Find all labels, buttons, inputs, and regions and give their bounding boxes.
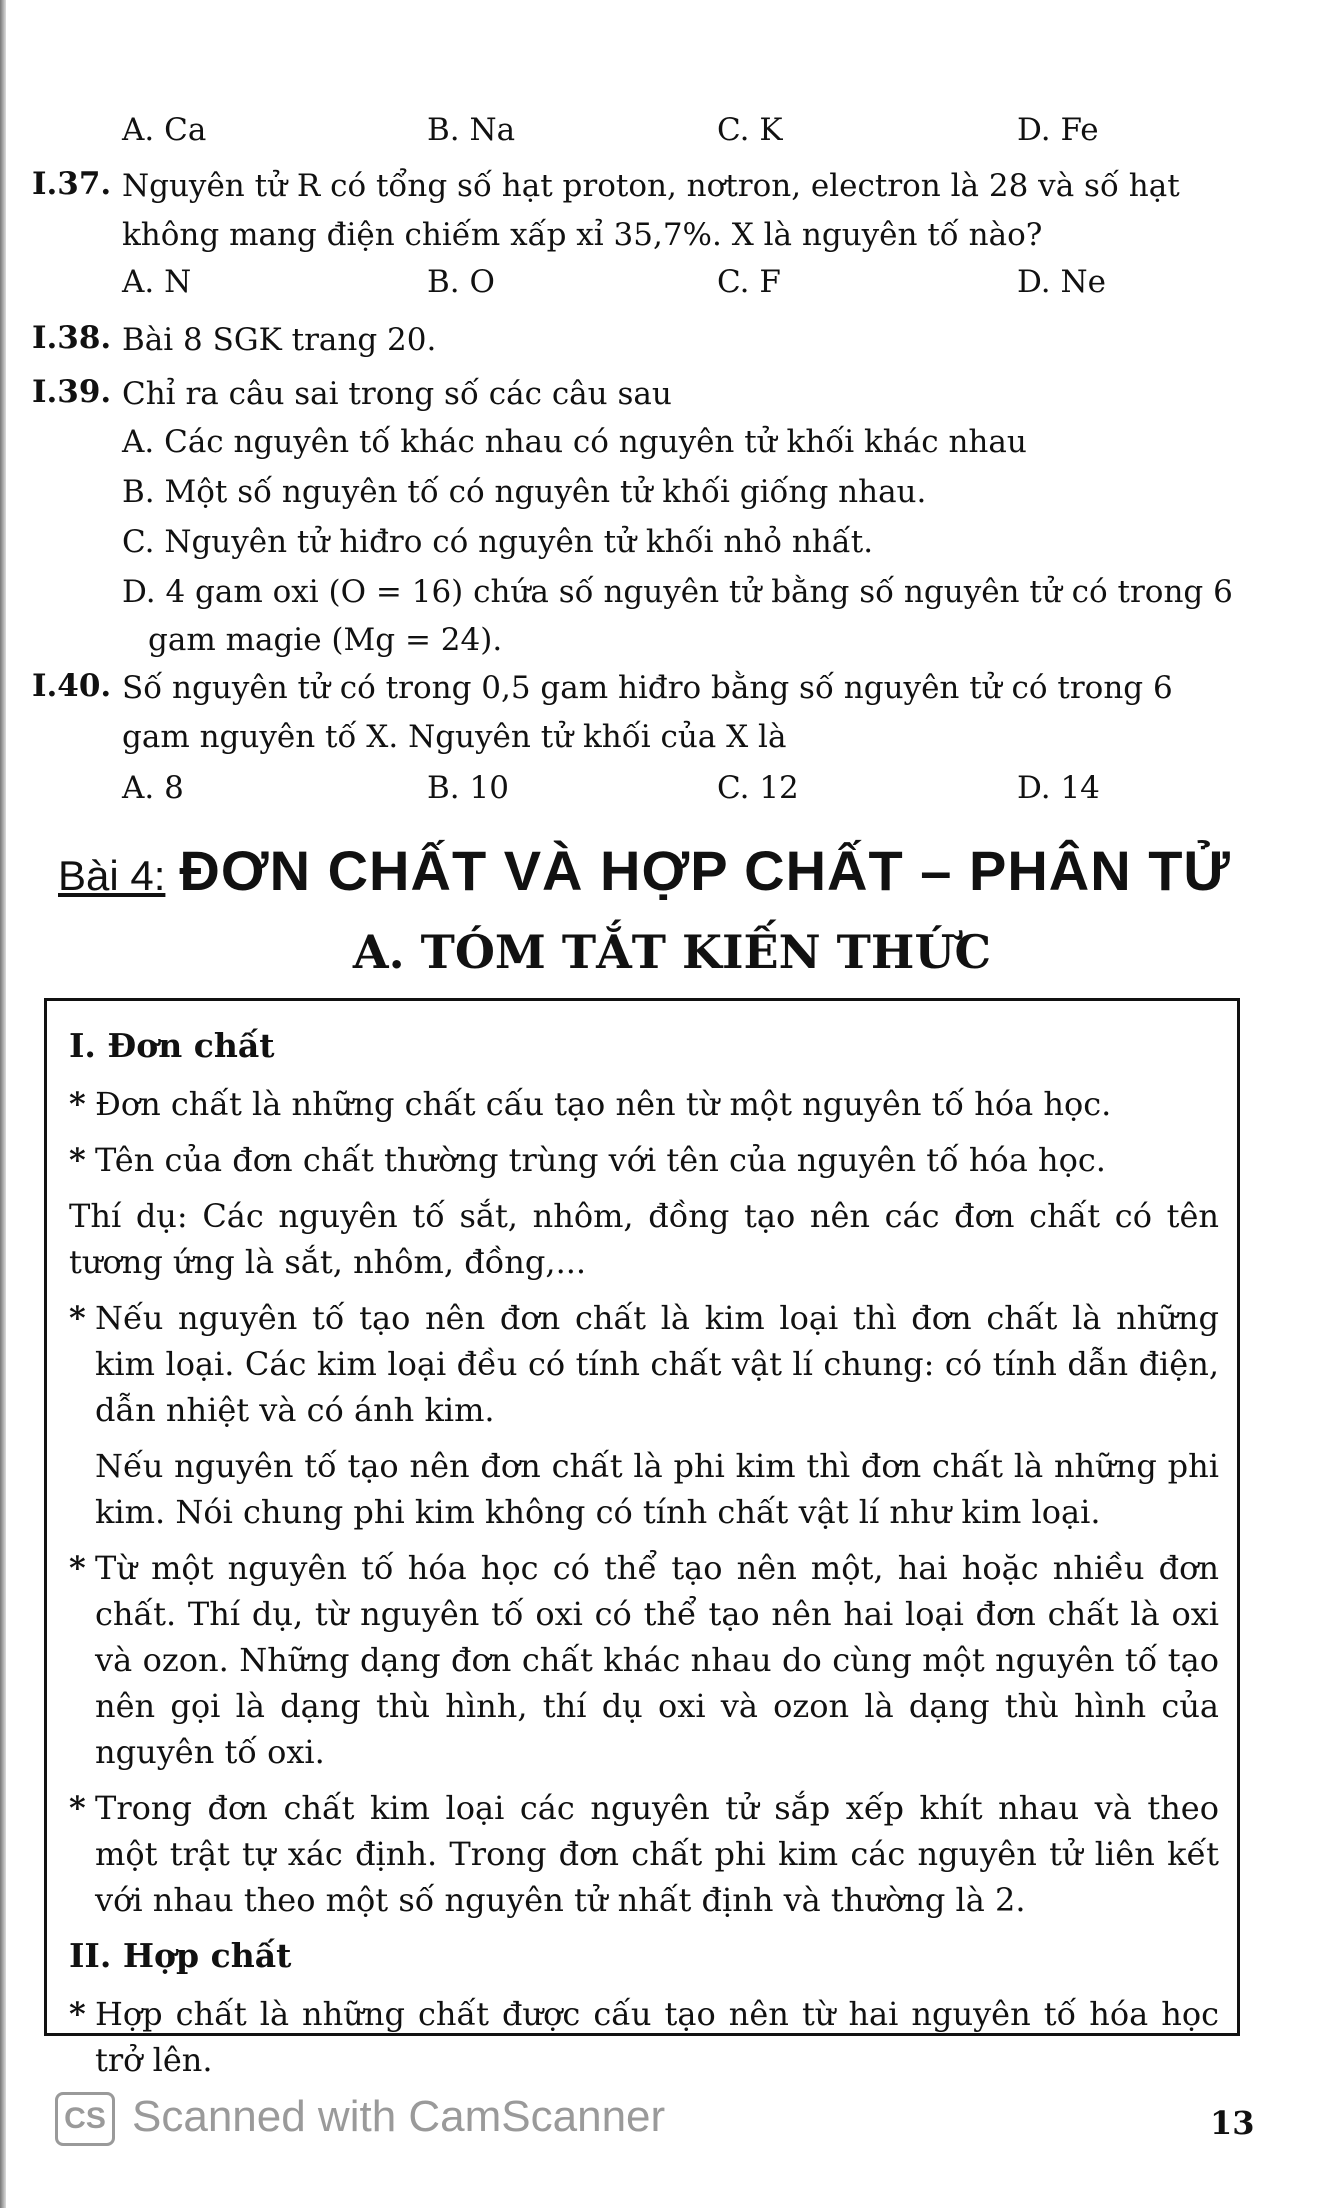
q38-text: Bài 8 SGK trang 20. [122,322,437,358]
page-number: 13 [1210,2104,1255,2142]
q40-options [122,770,1222,816]
bullet-item [69,1295,1219,1433]
nonmetal-paragraph: Nếu nguyên tố tạo nên đơn chất là phi kim thì đơn chất là những phi kim. Nói chung phi kim không có tính chất vật lí như kim loại. [95,1447,1219,1531]
scanner-watermark: Scanned with CamScanner [132,2092,666,2141]
heading-hop-chat: II. Hợp chất [69,1936,292,1975]
bullet-item [69,1081,1219,1127]
q36-option-a: A. Ca [122,112,207,148]
bullet-star-icon: * [69,1995,86,2033]
q40-number: I.40. [32,668,112,704]
q38-number: I.38. [32,320,112,356]
bullet-item [69,1991,1219,2083]
summary-box [44,998,1240,2079]
heading-don-chat: I. Đơn chất [69,1026,275,1065]
bullet-star-icon: * [69,1789,86,1827]
bullet-star-icon: * [69,1299,86,1337]
bullet-star-icon: * [69,1141,86,1179]
bullet-text-5: Trong đơn chất kim loại các nguyên tử sắp xếp khít nhau và theo một trật tự xác định. Trong đơn chất phi kim các nguyên tử liên kết với nhau theo một số nguyên tử nhất định và thường là 2. [95,1789,1219,1919]
q37-option-b: B. O [427,264,495,300]
q36-option-d: D. Fe [1017,112,1099,148]
section-title: A. TÓM TẮT KIẾN THỨC [352,925,992,979]
q39-choice-a: A. Các nguyên tố khác nhau có nguyên tử khối khác nhau [122,424,1027,460]
bullet-text-1: Đơn chất là những chất cấu tạo nên từ một nguyên tố hóa học. [95,1085,1112,1123]
page-edge-shadow [0,0,6,2208]
bullet-text-6: Hợp chất là những chất được cấu tạo nên từ hai nguyên tố hóa học trở lên. [95,1995,1219,2079]
bullet-item [69,1785,1219,1923]
q36-option-c: C. K [717,112,783,148]
q37-option-d: D. Ne [1017,264,1106,300]
example-paragraph: Thí dụ: Các nguyên tố sắt, nhôm, đồng tạo nên các đơn chất có tên tương ứng là sắt, nhôm, đồng,... [69,1197,1219,1281]
q39-choice-c: C. Nguyên tử hiđro có nguyên tử khối nhỏ nhất. [122,524,874,560]
lesson-heading [58,838,1298,918]
bullet-item [69,1137,1219,1183]
bullet-star-icon: * [69,1549,86,1587]
lesson-label: Bài 4: [58,852,166,899]
q40-option-c: C. 12 [717,770,799,806]
q37-text: Nguyên tử R có tổng số hạt proton, nơtron, electron là 28 và số hạt không mang điện chiếm xấp xỉ 35,7%. X là nguyên tố nào? [122,168,1180,253]
q37-number: I.37. [32,166,112,202]
bullet-text-2: Tên của đơn chất thường trùng với tên của nguyên tố hóa học. [95,1141,1106,1179]
q39-text: Chỉ ra câu sai trong số các câu sau [122,376,672,412]
summary-content [69,1023,1219,2093]
q39-choice-b: B. Một số nguyên tố có nguyên tử khối giống nhau. [122,474,927,510]
q39-choice-d: D. 4 gam oxi (O = 16) chứa số nguyên tử bằng số nguyên tử có trong 6 gam magie (Mg = 24). [122,574,1233,658]
camscanner-logo-icon: CS [55,2092,115,2146]
q36-options [122,112,1222,158]
bullet-text-3: Nếu nguyên tố tạo nên đơn chất là kim loại thì đơn chất là những kim loại. Các kim loại đều có tính chất vật lí chung: có tính dẫn điện, dẫn nhiệt và có ánh kim. [95,1299,1219,1429]
q37-option-c: C. F [717,264,781,300]
q40-option-d: D. 14 [1017,770,1100,806]
q40-option-a: A. 8 [122,770,184,806]
q37-option-a: A. N [122,264,192,300]
q36-option-b: B. Na [427,112,516,148]
bullet-text-4: Từ một nguyên tố hóa học có thể tạo nên một, hai hoặc nhiều đơn chất. Thí dụ, từ nguyên tố oxi có thể tạo nên hai loại đơn chất là oxi và ozon. Những dạng đơn chất khác nhau do cùng một nguyên tố tạo nên gọi là dạng thù hình, thí dụ oxi và ozon là dạng thù hình của nguyên tố oxi. [95,1549,1219,1771]
q40-option-b: B. 10 [427,770,509,806]
bullet-item [69,1545,1219,1775]
bullet-star-icon: * [69,1085,86,1123]
q40-text: Số nguyên tử có trong 0,5 gam hiđro bằng số nguyên tử có trong 6 gam nguyên tố X. Nguyên tử khối của X là [122,670,1173,755]
q37-options [122,264,1222,310]
q39-number: I.39. [32,374,112,410]
lesson-title: ĐƠN CHẤT VÀ HỢP CHẤT – PHÂN TỬ [179,839,1231,902]
